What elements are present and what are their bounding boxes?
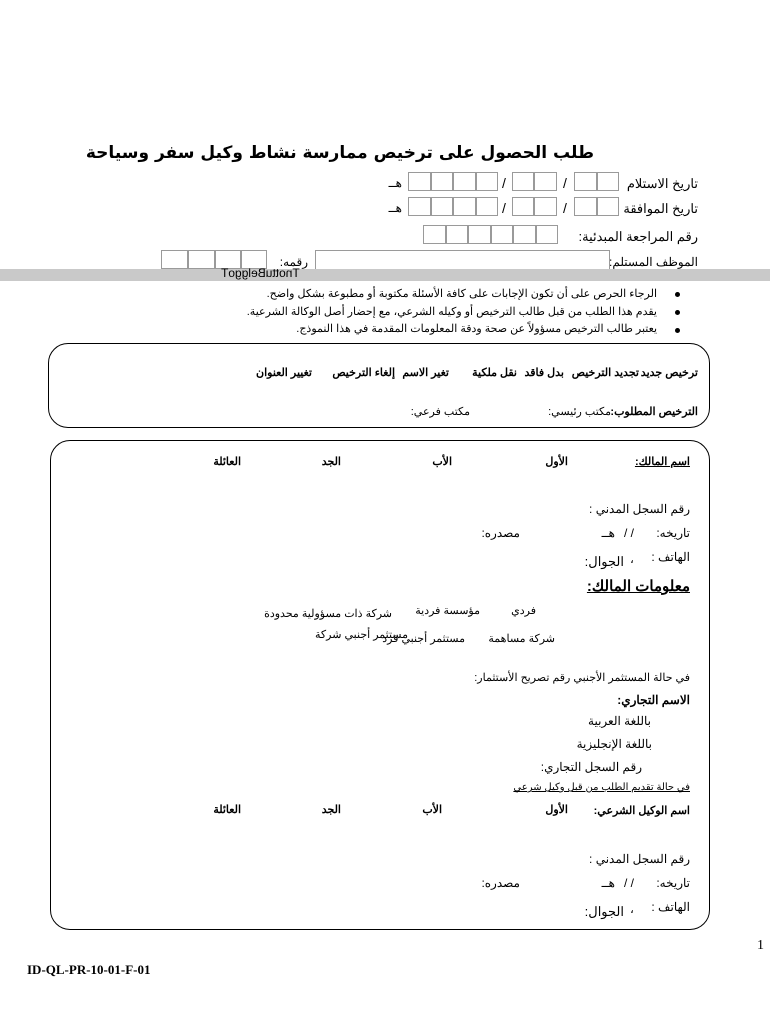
review-number-boxes[interactable] bbox=[423, 225, 558, 244]
instruction-item: الرجاء الحرص على أن تكون الإجابات على كافة الأسئلة مكتوبة أو مطبوعة بشكل واضح. bbox=[266, 288, 657, 300]
instruction-item: يعتبر طالب الترخيص مسؤولاً عن صحة ودقة المعلومات المقدمة في هذا النموذج. bbox=[296, 323, 657, 335]
page-number: 1 bbox=[757, 938, 764, 953]
agent-father-name: الأب bbox=[422, 804, 442, 816]
employee-number-label: رقمه: bbox=[279, 255, 308, 269]
owner-type-option[interactable]: مستثمر أجنبي فرد bbox=[382, 633, 465, 645]
approval-date-year[interactable] bbox=[408, 197, 498, 216]
trade-name-label: الاسم التجاري: bbox=[617, 693, 690, 707]
date-slash: / bbox=[502, 175, 506, 191]
document-id: ID-QL-PR-10-01-F-01 bbox=[27, 962, 151, 977]
hijri-suffix: هــ bbox=[388, 201, 402, 215]
license-required-label: الترخيص المطلوب: bbox=[610, 406, 698, 418]
request-type-option[interactable]: ترخيص جديد bbox=[640, 367, 698, 379]
hijri-suffix: هــ bbox=[388, 176, 402, 190]
agent-note: في حالة تقديم الطلب من قبل وكيل شرعي bbox=[513, 782, 690, 793]
owner-first-name: الأول bbox=[545, 456, 568, 468]
owner-date-label: تاريخه: bbox=[656, 526, 690, 540]
agent-date-value: / / bbox=[624, 876, 635, 890]
approval-date-day[interactable] bbox=[574, 197, 619, 216]
bullet bbox=[675, 292, 680, 297]
request-type-option[interactable]: بدل فاقد bbox=[524, 367, 564, 379]
agent-date-label: تاريخه: bbox=[656, 876, 690, 890]
watermark-text: TnottuBelggoT bbox=[221, 266, 300, 280]
form-title: طلب الحصول على ترخيص ممارسة نشاط وكيل سفر وسياحة bbox=[85, 143, 594, 163]
trade-name-english-label: باللغة الإنجليزية bbox=[576, 737, 652, 751]
agent-civil-id-label: رقم السجل المدني : bbox=[589, 852, 690, 866]
receipt-date-year[interactable] bbox=[408, 172, 498, 191]
owner-phone-label: الهاتف : bbox=[651, 550, 690, 564]
toolbar-strip bbox=[0, 269, 770, 281]
agent-phone-label: الهاتف : bbox=[651, 900, 690, 914]
owner-date-value: / / bbox=[624, 526, 635, 540]
instruction-item: يقدم هذا الطلب من قبل طالب الترخيص أو وكيله الشرعي، مع إحضار أصل الوكالة الشرعية. bbox=[246, 306, 657, 318]
owner-type-option[interactable]: شركة مساهمة bbox=[488, 633, 555, 645]
request-type-option[interactable]: تغير الاسم bbox=[402, 367, 449, 379]
receipt-date-month[interactable] bbox=[512, 172, 557, 191]
request-type-option[interactable]: نقل ملكية bbox=[472, 367, 517, 379]
owner-hijri: هــ bbox=[601, 526, 615, 540]
owner-source-label: مصدره: bbox=[481, 526, 520, 540]
foreign-investor-label: في حالة المستثمر الأجنبي رقم تصريح الأستثمار: bbox=[474, 672, 690, 684]
employee-field[interactable] bbox=[315, 250, 610, 271]
owner-grandfather-name: الجد bbox=[321, 456, 341, 468]
request-type-option[interactable]: إلغاء الترخيص bbox=[332, 367, 395, 379]
owner-mobile-label: الجوال: bbox=[584, 554, 624, 569]
approval-date-month[interactable] bbox=[512, 197, 557, 216]
owner-info-heading: معلومات المالك: bbox=[586, 578, 690, 595]
owner-type-option[interactable]: شركة ذات مسؤولية محدودة bbox=[264, 608, 392, 620]
date-slash: / bbox=[563, 200, 567, 216]
owner-type-option[interactable]: فردي bbox=[511, 605, 536, 617]
date-slash: / bbox=[502, 200, 506, 216]
employee-label: الموظف المستلم: bbox=[609, 255, 698, 269]
agent-first-name: الأول bbox=[545, 804, 568, 816]
owner-phone-sep: ، bbox=[630, 552, 634, 566]
owner-type-option[interactable]: مستثمر أجنبي شركة bbox=[315, 629, 408, 641]
request-type-option[interactable]: تغيير العنوان bbox=[256, 367, 312, 379]
date-slash: / bbox=[563, 175, 567, 191]
owner-name-label: اسم المالك: bbox=[634, 456, 690, 468]
owner-father-name: الأب bbox=[432, 456, 452, 468]
request-type-option[interactable]: تجديد الترخيص bbox=[571, 367, 639, 379]
branch-office-option[interactable]: مكتب فرعي: bbox=[410, 406, 470, 418]
receipt-date-label: تاريخ الاستلام bbox=[626, 176, 698, 191]
owner-family-name: العائلة bbox=[213, 456, 241, 468]
commercial-register-label: رقم السجل التجاري: bbox=[540, 760, 642, 774]
trade-name-arabic-label: باللغة العربية bbox=[588, 714, 651, 728]
owner-type-option[interactable]: مؤسسة فردية bbox=[415, 605, 480, 617]
approval-date-label: تاريخ الموافقة bbox=[623, 201, 698, 216]
main-office-option[interactable]: مكتب رئيسي: bbox=[548, 406, 611, 418]
agent-grandfather-name: الجد bbox=[321, 804, 341, 816]
agent-hijri: هــ bbox=[601, 876, 615, 890]
bullet bbox=[675, 310, 680, 315]
owner-civil-id-label: رقم السجل المدني : bbox=[589, 502, 690, 516]
agent-phone-sep: ، bbox=[630, 902, 634, 916]
receipt-date-day[interactable] bbox=[574, 172, 619, 191]
agent-source-label: مصدره: bbox=[481, 876, 520, 890]
agent-family-name: العائلة bbox=[213, 804, 241, 816]
bullet bbox=[675, 328, 680, 333]
review-number-label: رقم المراجعة المبدئية: bbox=[578, 229, 698, 244]
agent-mobile-label: الجوال: bbox=[584, 904, 624, 919]
agent-name-label: اسم الوكيل الشرعي: bbox=[593, 805, 690, 817]
